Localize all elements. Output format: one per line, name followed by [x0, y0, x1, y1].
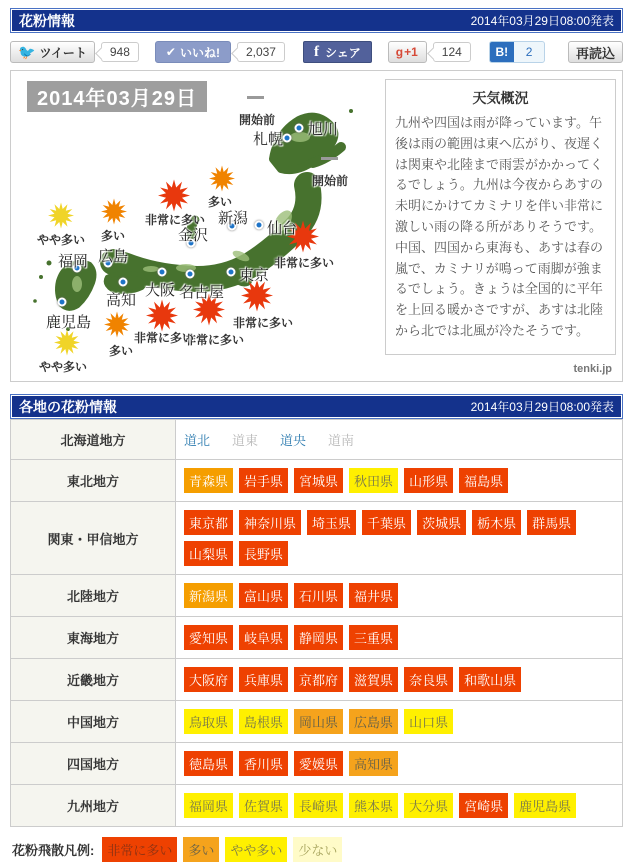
pollen-level-label: 非常に多い: [274, 256, 335, 270]
pollen-level-label: 非常に多い: [233, 316, 294, 330]
table-row: [11, 701, 623, 743]
prefecture-badge[interactable]: 山口県: [404, 709, 453, 734]
prefecture-badge[interactable]: 岡山県: [294, 709, 343, 734]
region-prefectures: [176, 617, 623, 659]
hatena-count: 2: [525, 45, 533, 59]
page-header: [10, 8, 623, 33]
city-label: 名古屋: [179, 284, 225, 301]
prefecture-badge[interactable]: 石川県: [294, 583, 343, 608]
pollen-level-star-icon: [101, 199, 127, 230]
legend-badge: やや多い: [225, 837, 287, 862]
prefecture-badge[interactable]: 熊本県: [349, 793, 398, 818]
table-row: [11, 785, 623, 827]
like-count: 2,037: [237, 42, 285, 62]
table-row: [11, 575, 623, 617]
google-plus-one-button[interactable]: [388, 41, 427, 63]
region-prefectures: [176, 502, 623, 575]
google-icon: g: [395, 45, 404, 59]
city-label: 広島: [98, 248, 129, 265]
region-name: 四国地方: [11, 743, 176, 785]
pollen-level-label: やや多い: [39, 360, 88, 374]
prefecture-badge[interactable]: 新潟県: [184, 583, 233, 608]
city-label: 東京: [239, 267, 270, 284]
region-prefectures: [176, 575, 623, 617]
prefecture-badge[interactable]: 大分県: [404, 793, 453, 818]
prefecture-badge[interactable]: 秋田県: [349, 468, 398, 493]
prefecture-badge[interactable]: 山形県: [404, 468, 453, 493]
gplus-label: +1: [404, 45, 418, 59]
city-marker-dot: [283, 134, 292, 143]
legend-badge: 少ない: [293, 837, 342, 862]
prefecture-badge[interactable]: 福島県: [459, 468, 508, 493]
prefecture-badge[interactable]: 岐阜県: [239, 625, 288, 650]
pollen-level-label: 多い: [101, 229, 126, 243]
pre-season-dash-icon: [247, 96, 264, 99]
city-label: 新潟: [218, 210, 249, 227]
city-marker-dot: [58, 298, 67, 307]
map-date-label: 2014年03月29日: [27, 81, 207, 112]
table-row: [11, 502, 623, 575]
pollen-level-label: 非常に多い: [134, 331, 195, 345]
pollen-level-label: 非常に多い: [184, 333, 245, 347]
hatena-icon: B!: [490, 41, 514, 63]
tenki-credit: tenki.jp: [573, 363, 612, 375]
prefecture-badge[interactable]: 茨城県: [417, 510, 466, 535]
region-prefectures: [176, 785, 623, 827]
city-marker-dot: [295, 124, 304, 133]
prefecture-badge[interactable]: 東京都: [184, 510, 233, 535]
prefecture-badge[interactable]: 岩手県: [239, 468, 288, 493]
prefecture-badge[interactable]: 群馬県: [527, 510, 576, 535]
prefecture-badge[interactable]: 香川県: [239, 751, 288, 776]
prefecture-badge[interactable]: 京都府: [294, 667, 343, 692]
region-prefectures: [176, 420, 623, 460]
prefecture-badge[interactable]: 宮城県: [294, 468, 343, 493]
city-marker-dot: [119, 278, 128, 287]
prefecture-badge[interactable]: 愛媛県: [294, 751, 343, 776]
prefecture-badge[interactable]: 福井県: [349, 583, 398, 608]
prefecture-badge[interactable]: 栃木県: [472, 510, 521, 535]
prefecture-badge[interactable]: 長野県: [239, 541, 288, 566]
pre-season-label: 開始前: [239, 113, 276, 127]
like-label: いいね!: [179, 45, 220, 60]
city-label: 金沢: [178, 227, 209, 244]
prefecture-badge[interactable]: 徳島県: [184, 751, 233, 776]
prefecture-badge[interactable]: 青森県: [184, 468, 233, 493]
prefecture-badge[interactable]: 福岡県: [184, 793, 233, 818]
table-row: [11, 460, 623, 502]
region-name: 東海地方: [11, 617, 176, 659]
city-marker-dot: [186, 270, 195, 279]
region-prefectures: [176, 743, 623, 785]
pollen-map-panel: [10, 70, 623, 382]
check-icon: ✔: [165, 45, 176, 59]
city-marker-dot: [255, 221, 264, 230]
region-name: 北陸地方: [11, 575, 176, 617]
hokkaido-area-link[interactable]: 道南: [328, 433, 355, 448]
hokkaido-area-link[interactable]: 道央: [280, 433, 307, 448]
twitter-icon: 🐦: [18, 43, 36, 60]
hatena-bookmark-button[interactable]: [489, 41, 546, 63]
city-label: 大阪: [145, 282, 176, 299]
prefecture-badge[interactable]: 鳥取県: [184, 709, 233, 734]
city-label: 高知: [106, 292, 137, 309]
weather-summary-box: [385, 79, 616, 355]
reload-button[interactable]: 再読込: [568, 41, 623, 63]
legend-badge: 非常に多い: [102, 837, 177, 862]
prefecture-badge[interactable]: 愛知県: [184, 625, 233, 650]
pollen-level-star-icon: [48, 203, 74, 234]
prefecture-badge[interactable]: 鹿児島県: [514, 793, 576, 818]
prefecture-badge[interactable]: 滋賀県: [349, 667, 398, 692]
city-marker-dot: [158, 268, 167, 277]
weather-summary-text: 九州や四国は雨が降っています。午後は雨の範囲は東へ広がり、夜遅くは関東や北陸まで雨雲がかかってくるでしょう。九州は今夜からあすの未明にかけてカミナリを伴い非常に激しい雨の降る所がありそうです。中国、四国から東海も、あすは春の嵐で、カミナリが鳴って雨脚が強まるでしょう。きょうは全国的に平年を上回る暖かさですが、あすは北陸から北では北風が冷たそうです。: [395, 115, 604, 338]
city-marker-dot: [227, 268, 236, 277]
hokkaido-area-link[interactable]: 道北: [184, 433, 211, 448]
prefecture-badge[interactable]: 埼玉県: [307, 510, 356, 535]
prefecture-badge[interactable]: 広島県: [349, 709, 398, 734]
pollen-level-star-icon: [54, 330, 80, 361]
page-title: 花粉情報: [19, 12, 75, 29]
table-header: [10, 394, 623, 419]
city-label: 仙台: [267, 220, 298, 237]
table-row: [11, 659, 623, 701]
prefecture-badge[interactable]: 神奈川県: [239, 510, 301, 535]
pollen-level-label: やや多い: [37, 233, 86, 247]
prefecture-badge[interactable]: 静岡県: [294, 625, 343, 650]
prefecture-badge[interactable]: 宮崎県: [459, 793, 508, 818]
tweet-count: 948: [101, 42, 139, 62]
tweet-button[interactable]: [10, 41, 95, 63]
table-row: [11, 617, 623, 659]
published-datetime: 2014年03月29日08:00発表: [470, 14, 614, 28]
city-label: 福岡: [58, 253, 89, 270]
region-prefectures: [176, 659, 623, 701]
table-title: 各地の花粉情報: [19, 398, 117, 415]
legend-badge: 多い: [183, 837, 219, 862]
region-name: 近畿地方: [11, 659, 176, 701]
region-name: 関東・甲信地方: [11, 502, 176, 575]
share-label: シェア: [324, 45, 361, 60]
region-prefectures: [176, 460, 623, 502]
prefecture-badge[interactable]: 長崎県: [294, 793, 343, 818]
prefecture-badge[interactable]: 高知県: [349, 751, 398, 776]
pollen-level-star-icon: [241, 280, 273, 317]
social-bar: [10, 40, 623, 64]
tweet-label: ツイート: [39, 45, 87, 60]
pollen-level-star-icon: [104, 312, 130, 343]
facebook-like-button[interactable]: [155, 41, 231, 63]
table-row: [11, 420, 623, 460]
city-label: 旭川: [308, 121, 339, 138]
pollen-level-label: 非常に多い: [145, 213, 206, 227]
facebook-icon: f: [313, 43, 319, 60]
city-label: 鹿児島: [46, 314, 92, 331]
city-label: 札幌: [253, 131, 284, 148]
prefecture-badge[interactable]: 三重県: [349, 625, 398, 650]
region-name: 北海道地方: [11, 420, 176, 460]
region-name: 東北地方: [11, 460, 176, 502]
pollen-level-label: 多い: [109, 344, 134, 358]
gplus-count: 124: [433, 42, 471, 62]
prefecture-badge[interactable]: 兵庫県: [239, 667, 288, 692]
prefecture-badge[interactable]: 大阪府: [184, 667, 233, 692]
prefecture-badge[interactable]: 和歌山県: [459, 667, 521, 692]
table-published-datetime: 2014年03月29日08:00発表: [470, 400, 614, 414]
prefecture-badge[interactable]: 島根県: [239, 709, 288, 734]
legend-bar: [12, 837, 623, 862]
prefecture-badge[interactable]: 奈良県: [404, 667, 453, 692]
pollen-level-label: 多い: [208, 195, 233, 209]
hokkaido-area-link[interactable]: 道東: [232, 433, 259, 448]
table-row: [11, 743, 623, 785]
legend-items: [102, 837, 348, 862]
pollen-table: [10, 419, 623, 827]
prefecture-badge[interactable]: 佐賀県: [239, 793, 288, 818]
facebook-share-button[interactable]: [303, 41, 372, 63]
region-name: 九州地方: [11, 785, 176, 827]
prefecture-badge[interactable]: 富山県: [239, 583, 288, 608]
pre-season-label: 開始前: [312, 174, 349, 188]
pollen-level-star-icon: [209, 166, 235, 197]
region-name: 中国地方: [11, 701, 176, 743]
weather-summary-title: 天気概況: [472, 90, 529, 106]
pre-season-dash-icon: [321, 157, 338, 160]
prefecture-badge[interactable]: 山梨県: [184, 541, 233, 566]
legend-caption: 花粉飛散凡例:: [12, 843, 95, 858]
prefecture-badge[interactable]: 千葉県: [362, 510, 411, 535]
region-prefectures: [176, 701, 623, 743]
